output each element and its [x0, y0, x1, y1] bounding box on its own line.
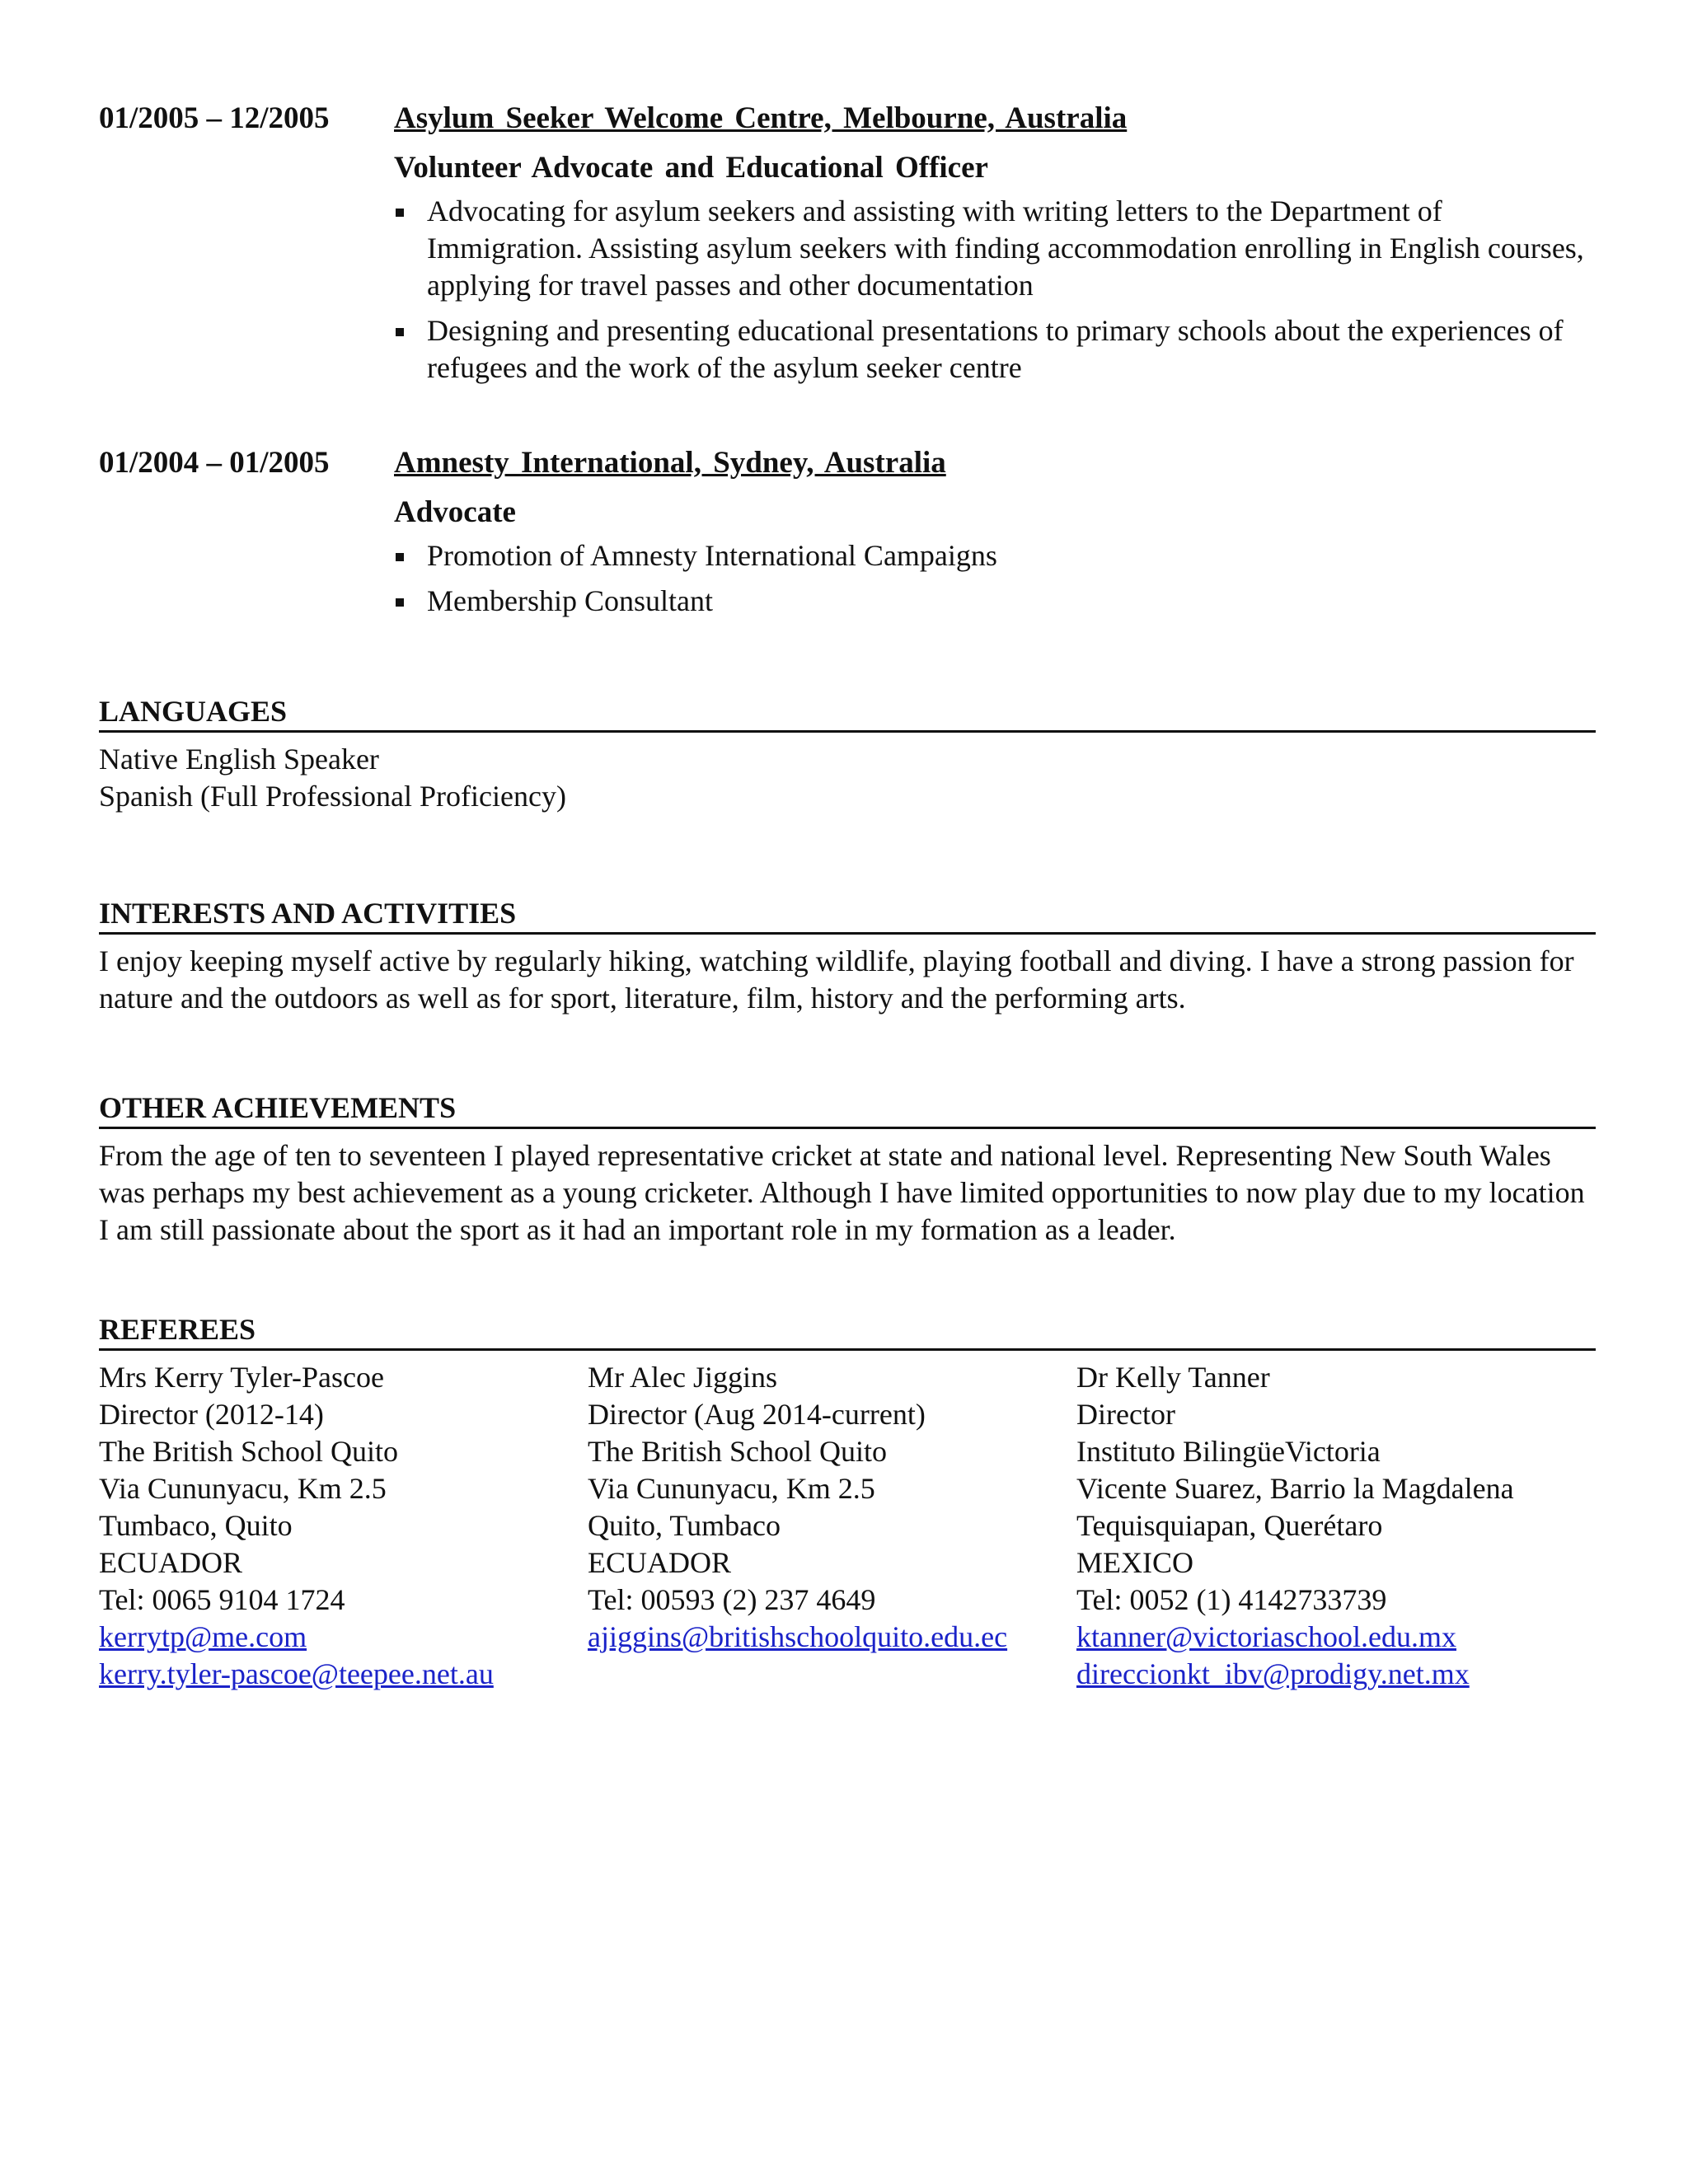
bullet-text: Membership Consultant — [427, 584, 713, 617]
referee-email-link[interactable]: ajiggins@britishschoolquito.edu.ec — [588, 1620, 1008, 1653]
section-heading: INTERESTS AND ACTIVITIES — [99, 896, 1596, 935]
referee-organization: The British School Quito — [99, 1435, 398, 1468]
referee-organization: Instituto BilingüeVictoria — [1076, 1435, 1381, 1468]
bullet-item — [394, 312, 1597, 387]
entry-bullet-list — [394, 537, 1597, 620]
referee-country: ECUADOR — [588, 1546, 732, 1579]
entry-body — [394, 445, 1597, 628]
referee-email-link[interactable]: kerry.tyler-pascoe@teepee.net.au — [99, 1657, 494, 1690]
referee-country: MEXICO — [1076, 1546, 1193, 1579]
bullet-text: Promotion of Amnesty International Campaigns — [427, 539, 997, 572]
referee-email-link[interactable]: ktanner@victoriaschool.edu.mx — [1076, 1620, 1457, 1653]
square-bullet-icon — [396, 598, 404, 607]
referee-phone: Tel: 0052 (1) 4142733739 — [1076, 1583, 1387, 1616]
section-heading: LANGUAGES — [99, 694, 1596, 733]
referee-card — [588, 1359, 1076, 1693]
entry-organization: Asylum Seeker Welcome Centre, Melbourne, Australia — [394, 101, 1128, 135]
referee-title: Director (2012-14) — [99, 1398, 324, 1431]
languages-section — [99, 694, 1596, 815]
referee-address-line: Vicente Suarez, Barrio la Magdalena — [1076, 1472, 1514, 1505]
referee-country: ECUADOR — [99, 1546, 243, 1579]
entry-body — [394, 101, 1597, 395]
referee-name: Mrs Kerry Tyler-Pascoe — [99, 1361, 384, 1394]
referee-address-line: Tumbaco, Quito — [99, 1509, 293, 1542]
interests-section — [99, 896, 1596, 1017]
bullet-item — [394, 537, 1597, 574]
referee-address-line: Tequisquiapan, Querétaro — [1076, 1509, 1383, 1542]
referees-section — [99, 1312, 1596, 1693]
referee-address-line: Via Cununyacu, Km 2.5 — [588, 1472, 875, 1505]
interests-text: I enjoy keeping myself active by regularly hiking, watching wildlife, playing football and diving. I have a strong passion for nature and the outdoors as well as for sport, literature, film, history and the performing arts. — [99, 944, 1574, 1015]
achievements-text: From the age of ten to seventeen I played representative cricket at state and national level. Representing New South Wales was perhaps my best achievement as a young cricketer. Although I have limited opportunities to now play due to my location I am still passionate about the sport as it had an important role in my formation as a leader. — [99, 1139, 1585, 1246]
entry-dates: 01/2004 – 01/2005 — [99, 446, 330, 480]
referee-email-link[interactable]: kerrytp@me.com — [99, 1620, 307, 1653]
square-bullet-icon — [396, 209, 404, 217]
referee-title: Director — [1076, 1398, 1175, 1431]
referee-name: Mr Alec Jiggins — [588, 1361, 777, 1394]
entry-role: Volunteer Advocate and Educational Officer — [394, 151, 988, 185]
square-bullet-icon — [396, 328, 404, 336]
entry-role: Advocate — [394, 495, 516, 529]
referee-phone: Tel: 00593 (2) 237 4649 — [588, 1583, 876, 1616]
entry-dates: 01/2005 – 12/2005 — [99, 101, 330, 135]
referees-grid — [99, 1359, 1596, 1693]
referee-email-link[interactable]: direccionkt_ibv@prodigy.net.mx — [1076, 1657, 1470, 1690]
languages-list — [99, 741, 1596, 815]
referee-phone: Tel: 0065 9104 1724 — [99, 1583, 345, 1616]
language-item: Native English Speaker — [99, 743, 379, 776]
section-heading: REFEREES — [99, 1312, 1596, 1351]
square-bullet-icon — [396, 553, 404, 561]
bullet-text: Advocating for asylum seekers and assisting with writing letters to the Department of Immigration. Assisting asylum seekers with finding accommodation enrolling in English courses, applying for travel passes and other documentation — [427, 194, 1584, 302]
bullet-text: Designing and presenting educational presentations to primary schools about the experiences of refugees and the work of the asylum seeker centre — [427, 314, 1564, 384]
referee-card — [1076, 1359, 1565, 1693]
language-item: Spanish (Full Professional Proficiency) — [99, 780, 566, 813]
referee-address-line: Via Cununyacu, Km 2.5 — [99, 1472, 387, 1505]
referee-organization: The British School Quito — [588, 1435, 887, 1468]
entry-bullet-list — [394, 193, 1597, 387]
referee-name: Dr Kelly Tanner — [1076, 1361, 1270, 1394]
bullet-item — [394, 193, 1597, 304]
referee-card — [99, 1359, 588, 1693]
entry-organization: Amnesty International, Sydney, Australia — [394, 446, 946, 480]
referee-address-line: Quito, Tumbaco — [588, 1509, 781, 1542]
bullet-item — [394, 583, 1597, 620]
referee-title: Director (Aug 2014-current) — [588, 1398, 926, 1431]
section-heading: OTHER ACHIEVEMENTS — [99, 1090, 1596, 1129]
achievements-section — [99, 1090, 1596, 1249]
